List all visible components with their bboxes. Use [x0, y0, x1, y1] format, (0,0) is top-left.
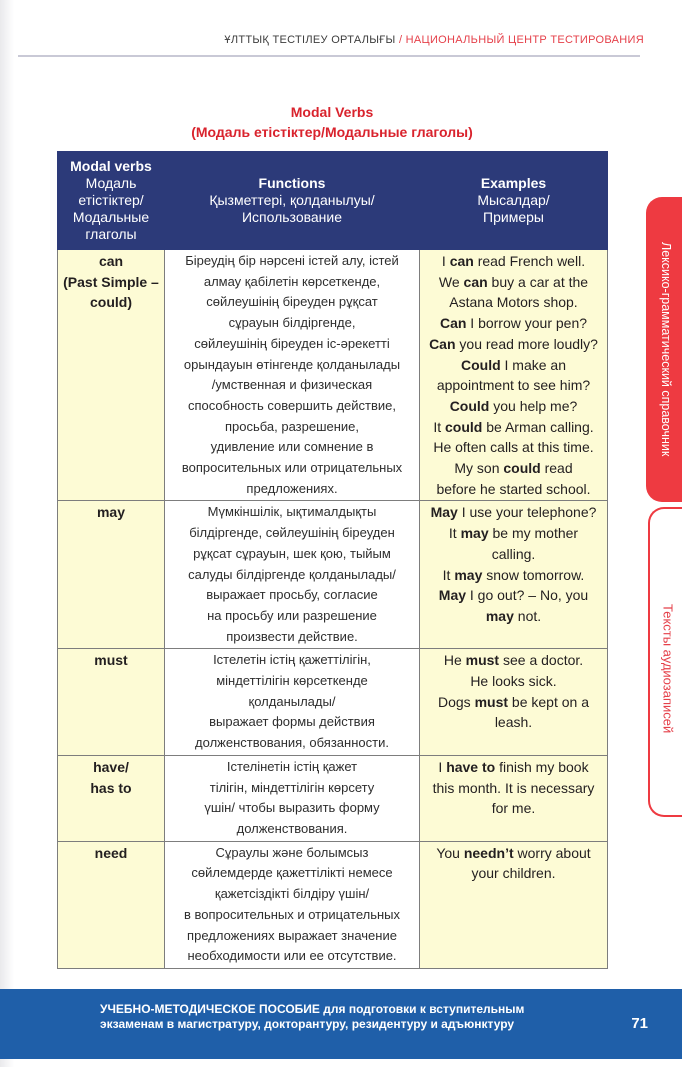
header-kz: ҰЛТТЫҚ ТЕСТІЛЕУ ОРТАЛЫҒЫ: [224, 34, 396, 46]
title-line-1: Modal Verbs: [290, 104, 374, 120]
example-modal-word: Could: [460, 356, 501, 373]
function-cell: [165, 649, 420, 756]
footer-line-2: экзаменам в магистратуру, докторантуру, резидентуру и адъюнктуру: [100, 1017, 515, 1031]
function-line: произвести действие.: [226, 628, 358, 644]
table-row: [58, 755, 608, 841]
example-line: [424, 585, 603, 606]
example-text: before he started school.: [436, 480, 591, 497]
example-cell: [420, 501, 608, 649]
header-col3-line-2: Примеры: [483, 209, 544, 225]
page-edge-shadow: [0, 0, 14, 1067]
example-text: He looks sick.: [470, 673, 557, 690]
example-text: I make an: [500, 356, 567, 373]
side-tab-audio-texts[interactable]: [648, 507, 682, 817]
example-text: I use your telephone?: [457, 504, 597, 521]
example-text: Astana Motors shop.: [449, 294, 578, 311]
example-cell: [420, 649, 608, 756]
function-line: предложениях.: [246, 480, 338, 496]
example-line: [424, 650, 603, 671]
example-line: [424, 523, 603, 544]
example-text: I borrow your pen?: [466, 315, 588, 332]
example-line: [424, 375, 603, 396]
example-cell: [420, 250, 608, 501]
header-col2-line-1: Қызметтері, қолданылуы/: [209, 192, 375, 208]
function-line: на просьбу или разрешение: [207, 607, 377, 623]
side-tab-grammar-reference[interactable]: [646, 197, 682, 502]
function-cell: [165, 755, 420, 841]
function-line: выражает просьбу, согласие: [206, 587, 378, 603]
example-text: be my mother: [488, 525, 579, 542]
header-modal-verbs: [58, 152, 165, 250]
side-tab-grammar-label: Лексико-грамматический справочник: [659, 242, 673, 457]
example-line: [424, 757, 603, 778]
example-text: finish my book: [495, 758, 589, 775]
header-functions: [165, 152, 420, 250]
function-line: выражает формы действия: [209, 714, 375, 730]
example-text: We: [438, 273, 464, 290]
function-line: предложениях выражает значение: [187, 927, 397, 943]
page-number: 71: [631, 1015, 648, 1032]
table-row: [58, 649, 608, 756]
example-modal-word: may: [485, 607, 514, 624]
function-line: вопросительных или отрицательных: [181, 460, 403, 476]
side-tab-audio-label: Тексты аудиозаписей: [660, 604, 676, 734]
example-line: [424, 778, 603, 799]
example-line: [424, 396, 603, 417]
header-col3-line-0: Examples: [480, 175, 547, 191]
modal-verb-line: need: [94, 844, 128, 861]
example-line: [424, 692, 603, 713]
example-text: Dogs: [438, 693, 475, 710]
example-text: for me.: [491, 800, 536, 817]
modal-verb-line: can: [98, 253, 124, 269]
example-line: [424, 251, 603, 272]
function-line: Сұраулы және болымсыз: [215, 844, 369, 860]
modal-verb-line: (Past Simple –: [63, 273, 159, 290]
footer-band: [0, 989, 682, 1059]
example-modal-word: may: [454, 566, 483, 583]
example-line: [424, 843, 603, 864]
example-modal-word: Could: [449, 397, 490, 414]
example-modal-word: could: [445, 418, 483, 435]
example-text: see a doctor.: [499, 652, 584, 669]
function-line: орындауын өтінгенде қолданылады: [183, 356, 401, 372]
function-line: долженствования.: [236, 820, 348, 836]
header-col2-line-2: Использование: [241, 209, 343, 225]
example-text: worry about: [513, 844, 591, 861]
example-modal-word: needn’t: [463, 844, 514, 861]
header-examples: [420, 152, 608, 250]
example-cell: [420, 755, 608, 841]
function-line: Істелінетін істің қажет: [226, 758, 358, 774]
footer-line1-rest: для подготовки к вступительным: [319, 1002, 525, 1016]
example-modal-word: Can: [429, 335, 456, 352]
footer-caption: [100, 1002, 570, 1032]
running-header: [224, 34, 644, 46]
function-line: сөйлемдерде қажеттілікті немесе: [191, 865, 393, 881]
header-col1-line-2: етістіктер/: [78, 192, 144, 208]
example-text: snow tomorrow.: [482, 566, 585, 583]
table-row: [58, 250, 608, 501]
example-text: leash.: [494, 714, 533, 731]
example-text: read: [540, 460, 573, 477]
example-modal-word: could: [503, 460, 541, 477]
example-line: [424, 458, 603, 479]
header-col1-line-4: глаголы: [85, 226, 137, 242]
function-line: Біреудің бір нәрсені істей алу, істей: [185, 253, 399, 268]
header-divider: [18, 55, 640, 57]
header-col1-line-1: Модаль: [85, 175, 137, 191]
function-line: алмау қабілетін көрсеткенде,: [203, 273, 381, 289]
example-line: [424, 565, 603, 586]
table-header-row: [58, 152, 608, 250]
example-modal-word: may: [460, 525, 489, 542]
example-text: you help me?: [489, 397, 578, 414]
table-row: [58, 841, 608, 968]
example-text: you read more loudly?: [455, 335, 598, 352]
example-line: [424, 671, 603, 692]
function-line: сұрауын білдіргенде,: [228, 315, 356, 331]
function-cell: [165, 841, 420, 968]
header-col1-line-0: Modal verbs: [70, 158, 152, 174]
function-line: долженствования, обязанности.: [195, 735, 389, 751]
example-text: buy a car at the: [487, 273, 589, 290]
example-modal-word: must: [465, 652, 500, 669]
example-line: [424, 292, 603, 313]
function-line: Мүмкіншілік, ықтималдықты: [207, 504, 377, 520]
header-col1-line-3: Модальные: [72, 209, 150, 225]
header-col2-line-0: Functions: [258, 175, 326, 191]
example-modal-word: have to: [446, 758, 496, 775]
function-cell: [165, 501, 420, 649]
function-line: салуды білдіргенде қолданылады/: [188, 566, 396, 582]
table-row: [58, 501, 608, 649]
example-modal-word: May: [438, 587, 467, 604]
example-text: be Arman calling.: [482, 418, 594, 435]
example-text: It: [433, 418, 446, 435]
example-text: appointment to see him?: [436, 377, 591, 394]
example-cell: [420, 841, 608, 968]
header-ru: НАЦИОНАЛЬНЫЙ ЦЕНТР ТЕСТИРОВАНИЯ: [405, 34, 644, 46]
example-text: My son: [454, 460, 504, 477]
example-line: [424, 606, 603, 627]
function-line: необходимости или ее отсутствие.: [187, 948, 397, 964]
modal-verb-line: could): [90, 294, 132, 311]
example-line: [424, 479, 603, 500]
example-line: [424, 798, 603, 819]
example-text: not.: [513, 607, 542, 624]
function-line: в вопросительных и отрицательных: [183, 906, 400, 922]
function-line: удивление или сомнение в: [210, 439, 374, 455]
example-text: It: [442, 566, 455, 583]
example-text: your children.: [471, 865, 556, 882]
function-line: способность совершить действие,: [187, 397, 396, 413]
example-line: [424, 334, 603, 355]
example-text: I: [438, 758, 447, 775]
modal-verb-cell: [58, 250, 165, 501]
modal-verb-cell: [58, 755, 165, 841]
title-line-2: (Модаль етістіктер/Модальные глаголы): [191, 124, 473, 140]
example-modal-word: May: [430, 504, 458, 521]
function-line: Істелетін істің қажеттілігін,: [213, 652, 371, 668]
example-text: read French well.: [473, 253, 586, 269]
example-text: You: [436, 844, 464, 861]
example-modal-word: Can: [439, 315, 467, 332]
example-line: [424, 863, 603, 884]
page-title: [58, 102, 606, 142]
example-line: [424, 437, 603, 458]
modal-verb-cell: [58, 501, 165, 649]
footer-bold-title: УЧЕБНО-МЕТОДИЧЕСКОЕ ПОСОБИЕ: [100, 1002, 320, 1016]
example-text: He: [443, 652, 466, 669]
function-cell: [165, 250, 420, 501]
example-line: [424, 502, 603, 523]
example-text: He often calls at this time.: [433, 439, 594, 456]
example-modal-word: can: [449, 253, 474, 269]
table-body: [58, 250, 608, 969]
modal-verb-cell: [58, 841, 165, 968]
header-col3-line-1: Мысалдар/: [477, 192, 550, 208]
function-line: қолданылады/: [248, 693, 336, 709]
modal-verb-line: have/: [93, 758, 129, 775]
example-text: be kept on a: [508, 693, 589, 710]
function-line: үшін/ чтобы выразить форму: [204, 800, 380, 816]
function-line: қажетсіздікті білдіру үшін/: [214, 886, 370, 902]
modal-verb-line: has to: [90, 779, 132, 796]
function-line: рұқсат сұрауын, шек қою, тыйым: [193, 545, 391, 561]
modal-verb-cell: [58, 649, 165, 756]
function-line: сөйлеушінің біреуден іс-әрекетті: [194, 335, 390, 351]
example-text: It: [448, 525, 461, 542]
function-line: /умственная и физическая: [211, 377, 373, 393]
modal-verb-line: must: [94, 652, 128, 669]
header-separator: /: [398, 34, 403, 46]
example-text: I go out? – No, you: [466, 587, 589, 604]
function-line: білдіргенде, сөйлеушінің біреуден: [189, 525, 395, 541]
example-line: [424, 272, 603, 293]
example-text: calling.: [491, 545, 536, 562]
example-line: [424, 544, 603, 565]
function-line: просьба, разрешение,: [224, 418, 360, 434]
modal-verb-line: may: [96, 504, 126, 521]
function-line: сөйлеушінің біреуден рұқсат: [206, 294, 378, 310]
example-line: [424, 355, 603, 376]
example-line: [424, 712, 603, 733]
function-line: тілігін, міндеттілігін көрсету: [209, 779, 375, 795]
example-modal-word: can: [463, 273, 488, 290]
function-line: міндеттілігін көрсеткенде: [216, 673, 368, 689]
example-text: I: [441, 253, 450, 269]
example-modal-word: must: [474, 693, 509, 710]
example-line: [424, 417, 603, 438]
modal-verbs-table: [57, 151, 608, 969]
example-line: [424, 313, 603, 334]
example-text: this month. It is necessary: [432, 779, 595, 796]
